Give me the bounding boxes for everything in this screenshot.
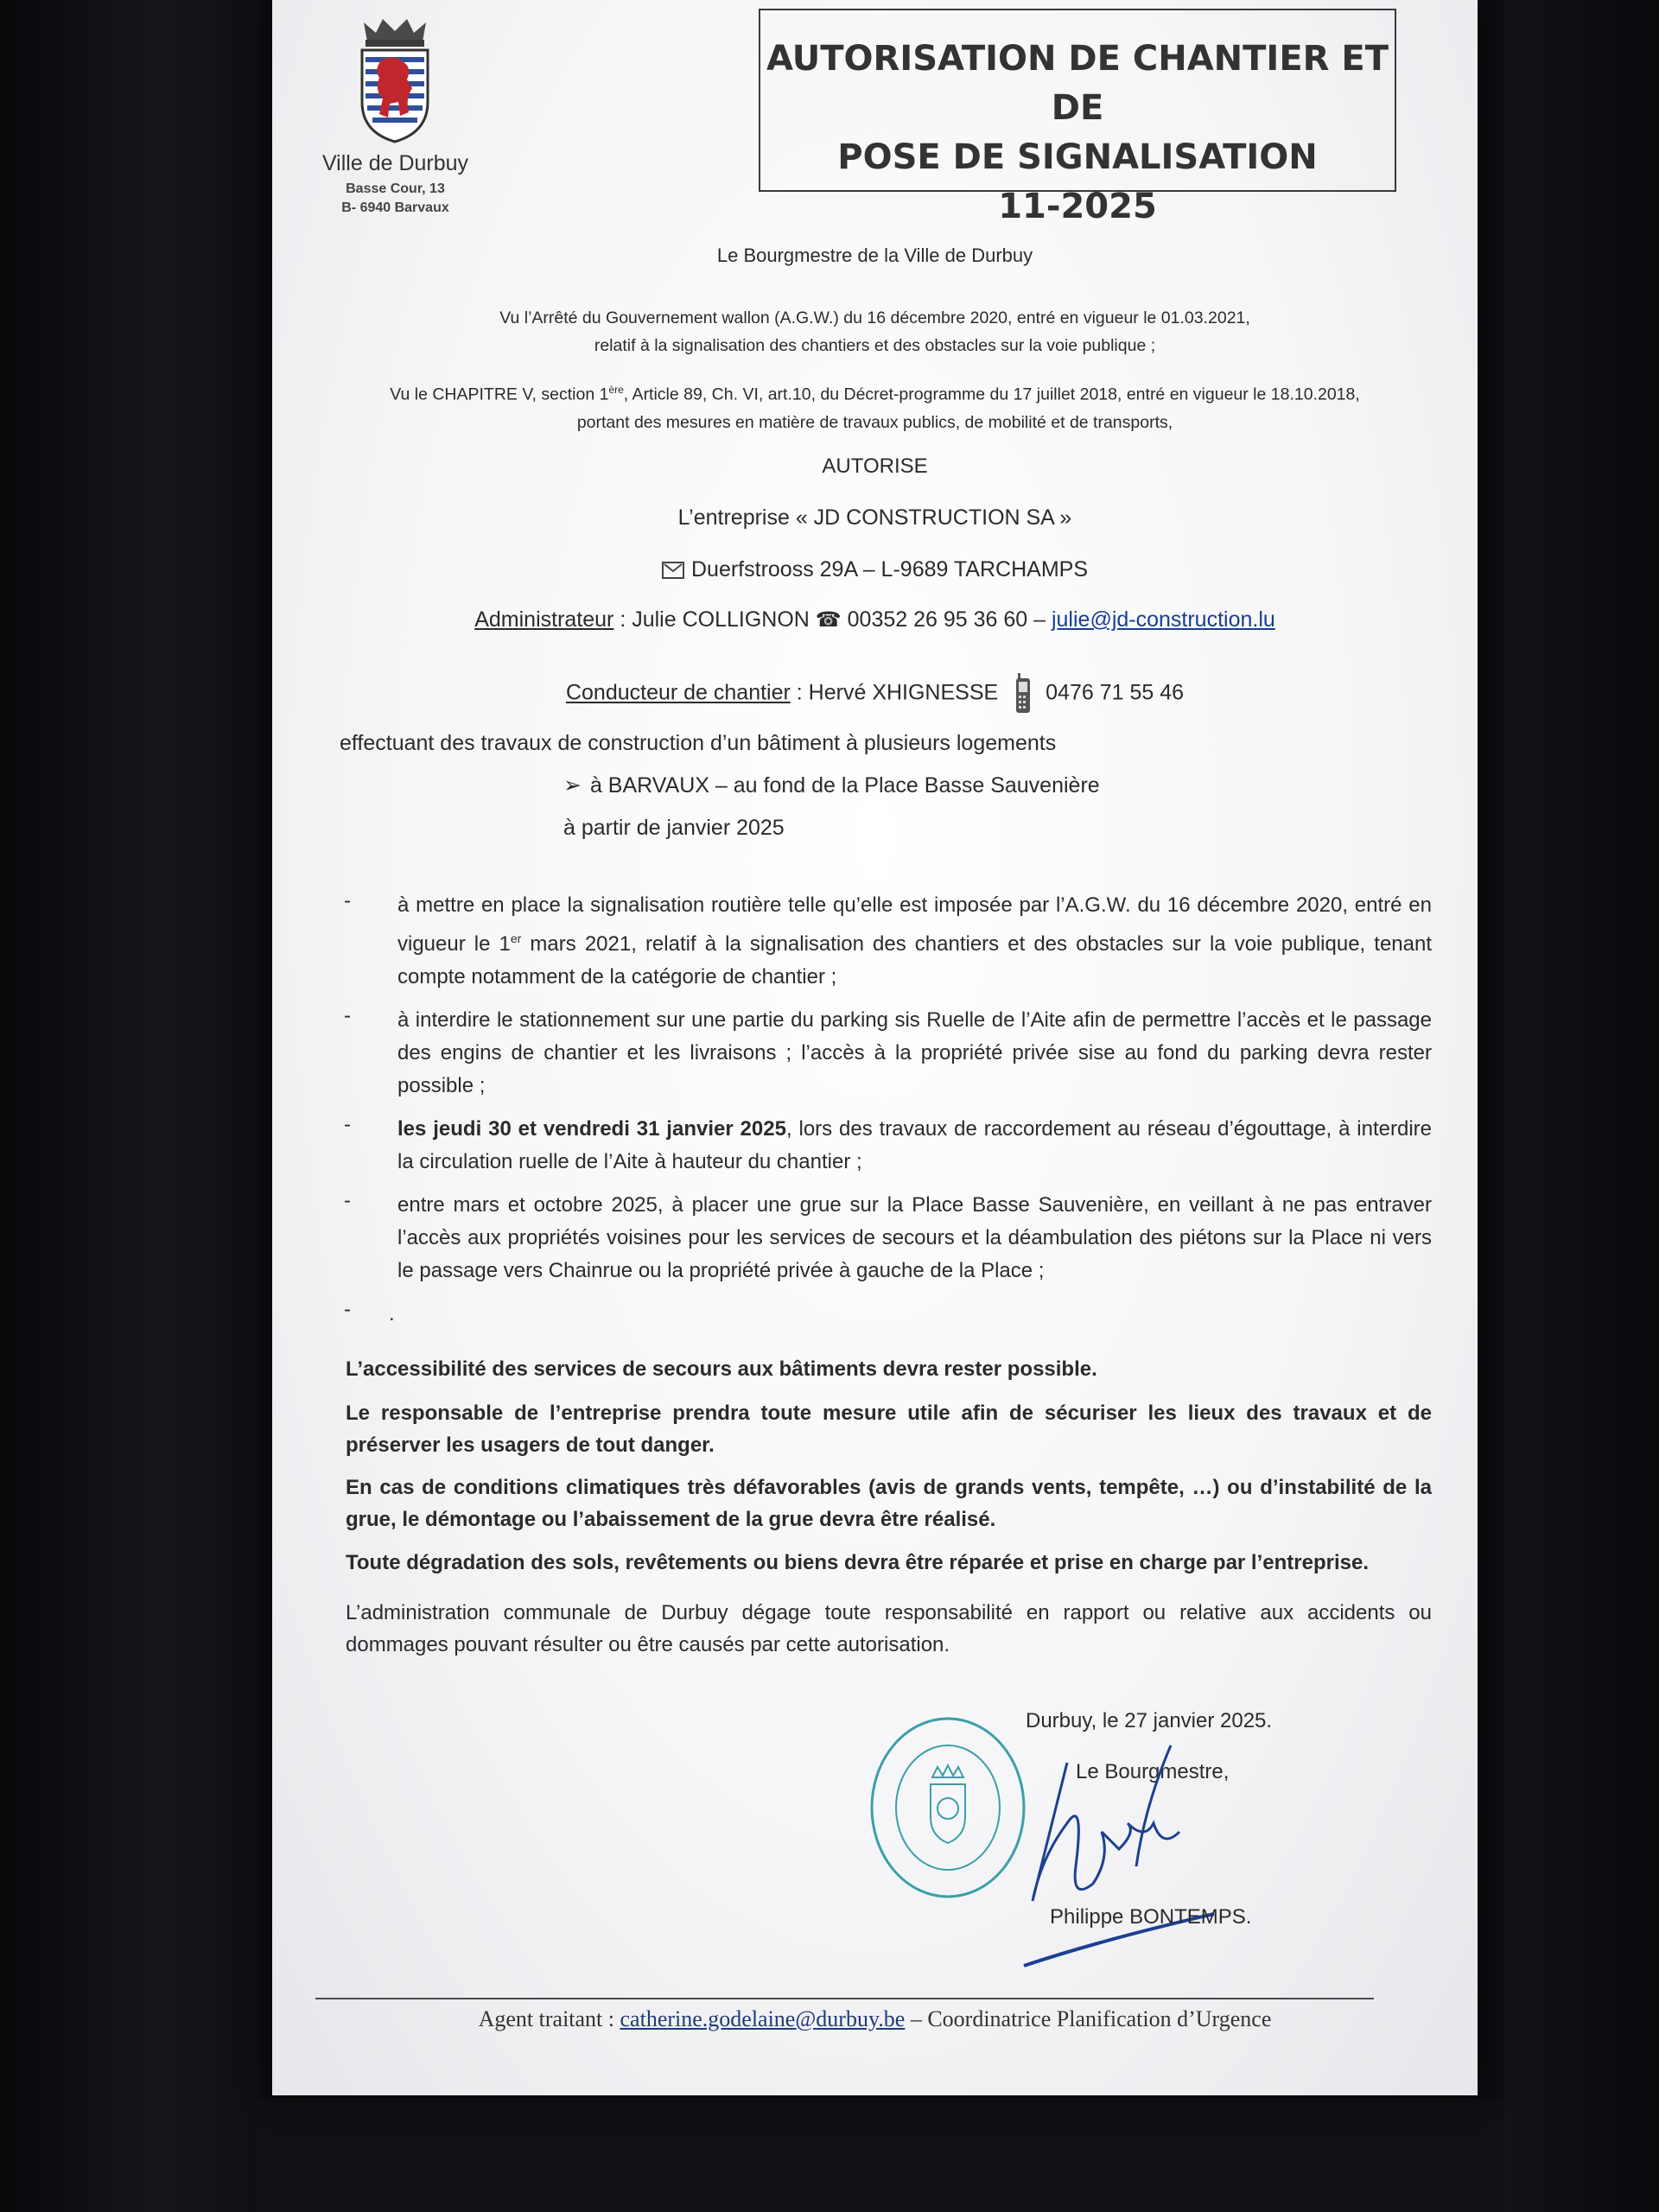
footer-label: Agent traitant :	[478, 2006, 620, 2031]
arrow-bullet-icon: ➢	[563, 773, 582, 798]
signature-title: Le Bourgmestre,	[1076, 1760, 1230, 1783]
site-manager-name: : Hervé XHIGNESSE	[790, 680, 1005, 705]
company-address-row	[272, 557, 1478, 582]
condition-emergency-access: L’accessibilité des services de secours aux bâtiments devra rester possible.	[346, 1357, 1097, 1381]
document-title-box	[759, 9, 1396, 226]
monitor-frame-bottom	[259, 2100, 1503, 2212]
bourgmestre-heading: Le Bourgmestre de la Ville de Durbuy	[716, 245, 1033, 266]
site-manager-phone: 0476 71 55 46	[1046, 680, 1185, 705]
legal-basis-2-line-1	[272, 376, 1478, 409]
bullet-5-text: .	[389, 1302, 395, 1325]
administrator-email-link[interactable]: julie@jd-construction.lu	[1051, 607, 1275, 632]
municipality-address: Basse Cour, 13	[346, 181, 445, 196]
title-line-1: AUTORISATION DE CHANTIER ET DE	[766, 39, 1389, 128]
liability-disclaimer: L’administration communale de Durbuy dégage toute responsabilité en rapport ou relative aux accidents ou dommages pouvant résulter ou être causés par cette autorisation.	[346, 1601, 1432, 1656]
bullet-item: - les jeudi 30 et vendredi 31 janvier 2025, lors des travaux de raccordement au réseau d’égouttage, à interdire la circulation ruelle de l’Aite à hauteur du chantier ;	[344, 1113, 1433, 1173]
works-location: à BARVAUX – au fond de la Place Basse Sauvenière	[589, 773, 1100, 798]
bullet-list	[346, 889, 1432, 1343]
document-page	[272, 0, 1478, 2095]
site-manager-row	[272, 673, 1478, 715]
condition-damage: Toute dégradation des sols, revêtements ou biens devra être réparée et prise en charge par l’entreprise.	[346, 1551, 1369, 1574]
municipality-block	[307, 151, 484, 216]
site-manager-label: Conducteur de chantier	[565, 680, 791, 705]
legal-basis-2-line-2: portant des mesures en matière de travaux publics, de mobilité et de transports,	[576, 412, 1173, 432]
municipality-name: Ville de Durbuy	[321, 151, 469, 175]
municipality-city: B- 6940 Barvaux	[341, 200, 449, 215]
title-line-3: 11-2025	[998, 187, 1157, 226]
bullet-item: - à interdire le stationnement sur une partie du parking sis Ruelle de l’Aite afin de permettre l’accès et le passage des engins de chantier et les livraisons ; l’accès à la propriété privée sise au fond du parking devra rester possible ;	[346, 1004, 1432, 1103]
condition-safety: Le responsable de l’entreprise prendra toute mesure utile afin de sécuriser les lieux des travaux et de préserver les usagers de tout danger.	[346, 1402, 1432, 1457]
phone-icon: ☎	[815, 608, 842, 632]
signatory-name: Philippe BONTEMPS.	[1050, 1905, 1252, 1929]
autorise-heading: AUTORISE	[822, 454, 928, 478]
footer-agent	[272, 2006, 1478, 2032]
legal-basis-2-text-b: , Article 89, Ch. VI, art.10, du Décret-programme du 17 juillet 2018, entré en vigueur le 18.10.2018,	[623, 385, 1360, 404]
legal-basis-2	[272, 376, 1478, 436]
administrator-phone: 00352 26 95 36 60 –	[841, 607, 1052, 632]
company-name: L’entreprise « JD CONSTRUCTION SA »	[677, 505, 1072, 530]
monitor-frame-left	[0, 0, 259, 2212]
bullet-item: - entre mars et octobre 2025, à placer une grue sur la Place Basse Sauvenière, en veillant à ne pas entraver l’accès aux propriétés voisines pour les services de secours et la déambulation des piétons sur la Place ni vers le passage vers Chainrue ou la propriété privée à gauche de la Place ;	[346, 1189, 1432, 1287]
works-location-row	[563, 772, 1100, 798]
works-description: effectuant des travaux de construction d’un bâtiment à plusieurs logements	[340, 731, 1057, 755]
administrator-label: Administrateur	[474, 607, 614, 632]
legal-basis-1-line-2: relatif à la signalisation des chantiers et des obstacles sur la voie publique ;	[594, 336, 1156, 355]
handwritten-signature	[1015, 1728, 1274, 1979]
legal-basis-2-sup: ère	[608, 384, 624, 396]
footer-email-link[interactable]: catherine.godelaine@durbuy.be	[620, 2006, 906, 2031]
durbuy-coat-of-arms-logo	[355, 16, 435, 145]
legal-basis-2-text-a: Vu le CHAPITRE V, section 1	[390, 385, 609, 404]
bullet-item: - .	[346, 1298, 1432, 1331]
footer-divider	[315, 1998, 1374, 1999]
legal-basis-1-line-1: Vu l’Arrêté du Gouvernement wallon (A.G.W.) du 16 décembre 2020, entré en vigueur le 01.03.2021,	[499, 308, 1250, 327]
bullet-3-text: , lors des travaux de raccordement au réseau d’égouttage, à interdire la circulation ruelle de l’Aite à hauteur du chantier ;	[397, 1117, 1433, 1173]
footer-role: – Coordinatrice Planification d’Urgence	[905, 2006, 1272, 2031]
legal-basis-1	[272, 304, 1478, 359]
condition-weather: En cas de conditions climatiques très défavorables (avis de grands vents, tempête, …) ou d’instabilité de la grue, le démontage ou l’abaissement de la grue devra être réalisé.	[346, 1476, 1432, 1531]
bullet-item: - à mettre en place la signalisation routière telle qu’elle est imposée par l’A.G.W. du 16 décembre 2020, entré en vigueur le 1er mars 2021, relatif à la signalisation des chantiers et des obstacles sur la voie publique, tenant compte notamment de la catégorie de chantier ;	[344, 889, 1433, 988]
bullet-1-sup: er	[510, 931, 522, 945]
monitor-frame-right	[1503, 0, 1659, 2212]
bullet-3-bold-dates: les jeudi 30 et vendredi 31 janvier 2025	[397, 1117, 786, 1141]
bullet-1-text-b: mars 2021, relatif à la signalisation des chantiers et des obstacles sur la voie publique, tenant compte notamment de la catégorie de chantier ;	[397, 932, 1433, 988]
title-line-2: POSE DE SIGNALISATION	[837, 137, 1318, 177]
bullet-2-text: à interdire le stationnement sur une partie du parking sis Ruelle de l’Aite afin de permettre l’accès et le passage des engins de chantier et les livraisons ; l’accès à la propriété privée sise au fond du parking devra rester possible ;	[397, 1008, 1432, 1097]
administrator-name: : Julie COLLIGNON	[613, 607, 816, 632]
municipal-stamp-icon	[868, 1715, 1028, 1901]
works-start: à partir de janvier 2025	[563, 816, 785, 840]
bullet-4-text: entre mars et octobre 2025, à placer une grue sur la Place Basse Sauvenière, en veillant à ne pas entraver l’accès aux propriétés voisines pour les services de secours et la déambulation des piétons sur la Place ni vers le passage vers Chainrue ou la propriété privée à gauche de la Place ;	[397, 1193, 1432, 1282]
mobile-phone-icon	[1013, 673, 1033, 715]
signature-date: Durbuy, le 27 janvier 2025.	[1026, 1709, 1273, 1732]
envelope-icon	[662, 562, 684, 579]
company-address: Duerfstrooss 29A – L-9689 TARCHAMPS	[691, 557, 1088, 582]
bullet-1-text-a: à mettre en place la signalisation routière telle qu’elle est imposée par l’A.G.W. du 16 décembre 2020, entré en vigueur le 1	[397, 893, 1432, 956]
administrator-row	[272, 607, 1478, 632]
